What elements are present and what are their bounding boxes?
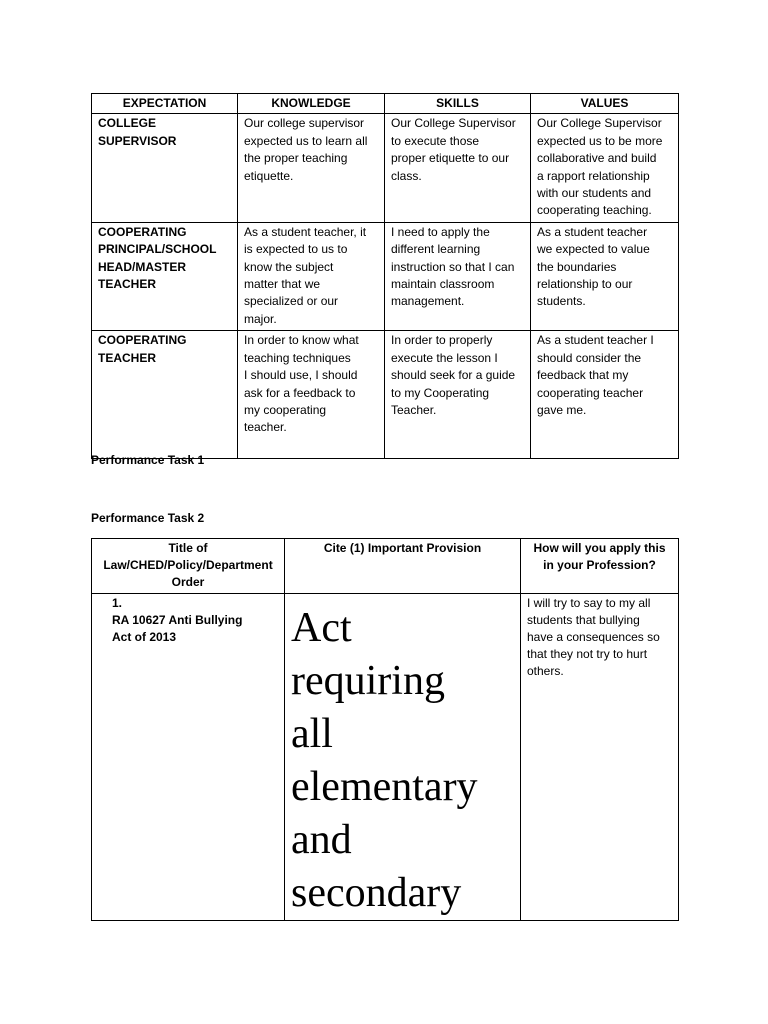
expectation-cell: COOPERATING TEACHER: [92, 331, 238, 459]
list-number: 1.: [112, 596, 123, 610]
knowledge-cell: In order to know what teaching techniques I should use, I should ask for a feedback to my cooperating teacher.: [238, 331, 385, 459]
provision-cell: Act requiring all elementary and secondary: [285, 594, 521, 921]
table-row: [92, 114, 679, 222]
header-values: VALUES: [531, 94, 679, 114]
knowledge-cell: As a student teacher, it is expected to us to know the subject matter that we specialized or our major.: [238, 222, 385, 330]
header-important-provision: Cite (1) Important Provision: [285, 539, 521, 594]
law-title-cell: 1. RA 10627 Anti Bullying Act of 2013: [92, 594, 285, 921]
values-cell: As a student teacher I should consider the feedback that my cooperating teacher gave me.: [531, 331, 679, 459]
skills-cell: Our College Supervisor to execute those proper etiquette to our class.: [385, 114, 531, 222]
values-cell: As a student teacher we expected to value the boundaries relationship to our students.: [531, 222, 679, 330]
skills-cell: In order to properly execute the lesson I should seek for a guide to my Cooperating Teacher.: [385, 331, 531, 459]
table-row: [92, 331, 679, 459]
performance-task-2-caption: Performance Task 2: [91, 511, 205, 525]
header-expectation: EXPECTATION: [92, 94, 238, 114]
performance-task-1-caption: Performance Task 1: [91, 453, 205, 467]
law-provision-table: [91, 538, 679, 921]
expectations-table: [91, 93, 679, 459]
values-cell: Our College Supervisor expected us to be more collaborative and build a rapport relationship with our students and cooperating teaching.: [531, 114, 679, 222]
application-cell: I will try to say to my all students that bullying have a consequences so that they not try to hurt others.: [521, 594, 679, 921]
header-apply-in-profession: How will you apply this in your Profession?: [521, 539, 679, 594]
table-row: [92, 222, 679, 330]
table-header-row: [92, 539, 679, 594]
table-row: [92, 594, 679, 921]
header-knowledge: KNOWLEDGE: [238, 94, 385, 114]
header-title-of-law: Title of Law/CHED/Policy/Department Order: [92, 539, 285, 594]
table-header-row: [92, 94, 679, 114]
skills-cell: I need to apply the different learning instruction so that I can maintain classroom management.: [385, 222, 531, 330]
header-skills: SKILLS: [385, 94, 531, 114]
expectation-cell: COLLEGE SUPERVISOR: [92, 114, 238, 222]
expectation-cell: COOPERATING PRINCIPAL/SCHOOL HEAD/MASTER TEACHER: [92, 222, 238, 330]
knowledge-cell: Our college supervisor expected us to learn all the proper teaching etiquette.: [238, 114, 385, 222]
